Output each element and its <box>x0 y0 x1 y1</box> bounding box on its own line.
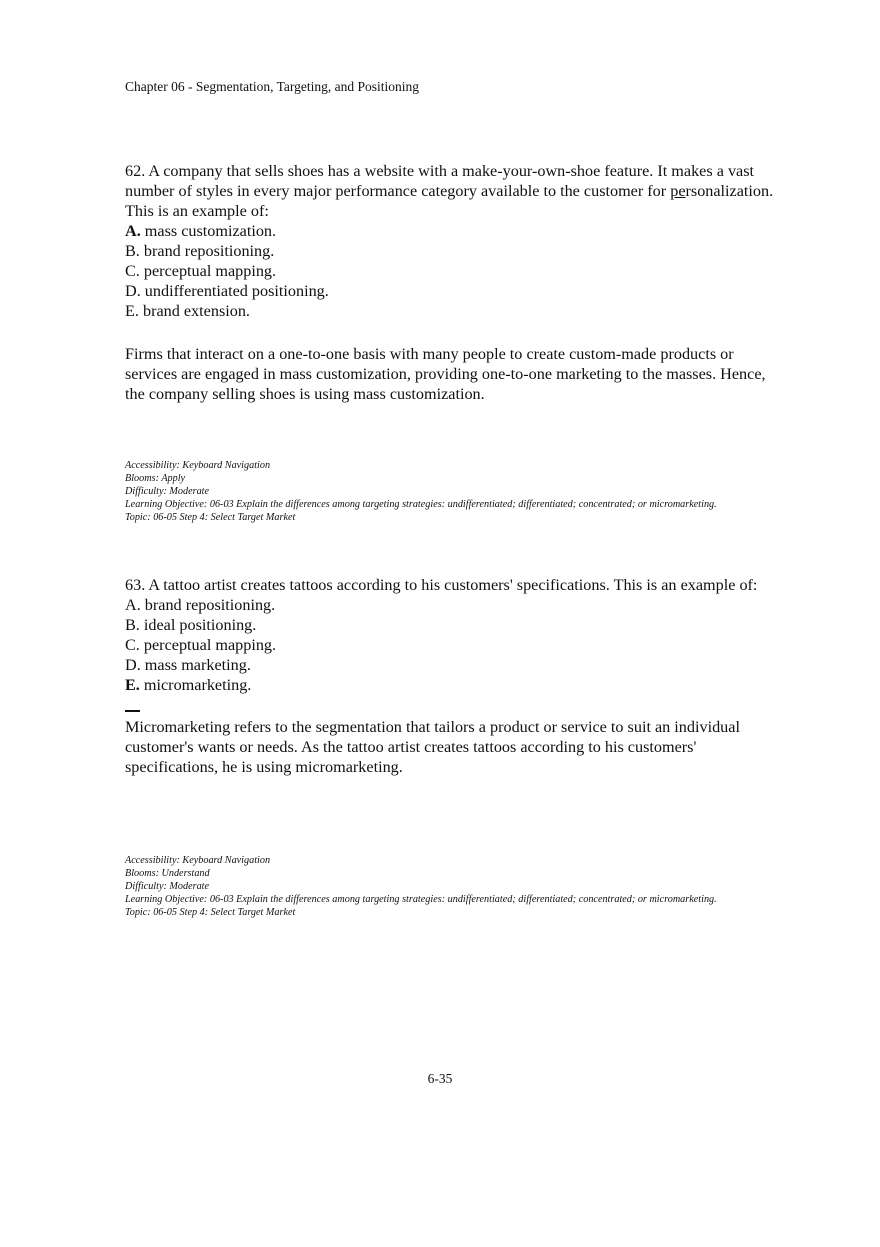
option-letter: C. <box>125 636 140 654</box>
question-metadata <box>125 459 745 524</box>
answer-option-d <box>125 281 785 301</box>
answer-option-a <box>125 595 785 615</box>
metadata-topic: Topic: 06-05 Step 4: Select Target Market <box>125 907 296 918</box>
metadata-difficulty: Difficulty: Moderate <box>125 486 210 497</box>
option-letter: D. <box>125 282 141 300</box>
answer-options <box>125 595 785 695</box>
answer-option-c <box>125 261 785 281</box>
question-stem-suffix: rsonalization. This is an example of: <box>125 182 774 220</box>
question-stem-prefix: 62. A company that sells shoes has a website with a make-your-own-shoe feature. It makes a vast number of styles in every major performance category available to the customer for <box>125 162 755 200</box>
option-text: mass marketing. <box>140 656 251 674</box>
option-text: ideal positioning. <box>139 616 257 634</box>
question-metadata <box>125 854 745 919</box>
answer-option-b <box>125 241 785 261</box>
option-text: undifferentiated positioning. <box>140 282 329 300</box>
option-text: micromarketing. <box>139 676 252 694</box>
option-letter: E. <box>125 302 139 320</box>
metadata-blooms: Blooms: Apply <box>125 473 186 484</box>
answer-option-c <box>125 635 785 655</box>
metadata-blooms: Blooms: Understand <box>125 868 210 879</box>
question-63 <box>125 575 785 777</box>
option-text: brand repositioning. <box>140 596 276 614</box>
option-text: perceptual mapping. <box>139 636 277 654</box>
answer-explanation: Firms that interact on a one-to-one basis with many people to create custom-made products or services are engaged in mass customization, providing one-to-one marketing to the masses. Hence, the company selling shoes is using mass customization. <box>125 345 766 403</box>
answer-option-a <box>125 221 785 241</box>
question-stem <box>125 161 785 221</box>
metadata-difficulty: Difficulty: Moderate <box>125 881 210 892</box>
answer-option-e <box>125 675 785 695</box>
metadata-learning-objective: Learning Objective: 06-03 Explain the differences among targeting strategies: undifferentiated; differentiated; concentrated; or micromarketing. <box>125 894 717 905</box>
metadata-accessibility: Accessibility: Keyboard Navigation <box>125 460 271 471</box>
option-letter: A. <box>125 222 141 240</box>
underline-marker <box>125 710 140 712</box>
question-62 <box>125 161 785 404</box>
metadata-learning-objective: Learning Objective: 06-03 Explain the differences among targeting strategies: undifferentiated; differentiated; concentrated; or micromarketing. <box>125 499 717 510</box>
option-text: brand extension. <box>138 302 250 320</box>
question-stem: 63. A tattoo artist creates tattoos according to his customers' specifications. This is an example of: <box>125 576 758 594</box>
option-letter: B. <box>125 242 140 260</box>
page-number: 6-35 <box>427 1071 453 1086</box>
option-letter: D. <box>125 656 141 674</box>
option-text: mass customization. <box>140 222 277 240</box>
chapter-header: Chapter 06 - Segmentation, Targeting, and Positioning <box>125 79 420 94</box>
question-stem-underlined: pe <box>670 182 686 200</box>
answer-options <box>125 221 785 321</box>
answer-option-b <box>125 615 785 635</box>
option-letter: C. <box>125 262 140 280</box>
metadata-topic: Topic: 06-05 Step 4: Select Target Market <box>125 512 296 523</box>
option-text: perceptual mapping. <box>139 262 277 280</box>
answer-option-e <box>125 301 785 321</box>
answer-explanation: Micromarketing refers to the segmentation that tailors a product or service to suit an individual customer's wants or needs. As the tattoo artist creates tattoos according to his customers' specifications, he is using micromarketing. <box>125 718 740 776</box>
option-letter: E. <box>125 676 140 694</box>
option-letter: B. <box>125 616 140 634</box>
answer-option-d <box>125 655 785 675</box>
metadata-accessibility: Accessibility: Keyboard Navigation <box>125 855 271 866</box>
option-text: brand repositioning. <box>139 242 275 260</box>
option-letter: A. <box>125 596 141 614</box>
